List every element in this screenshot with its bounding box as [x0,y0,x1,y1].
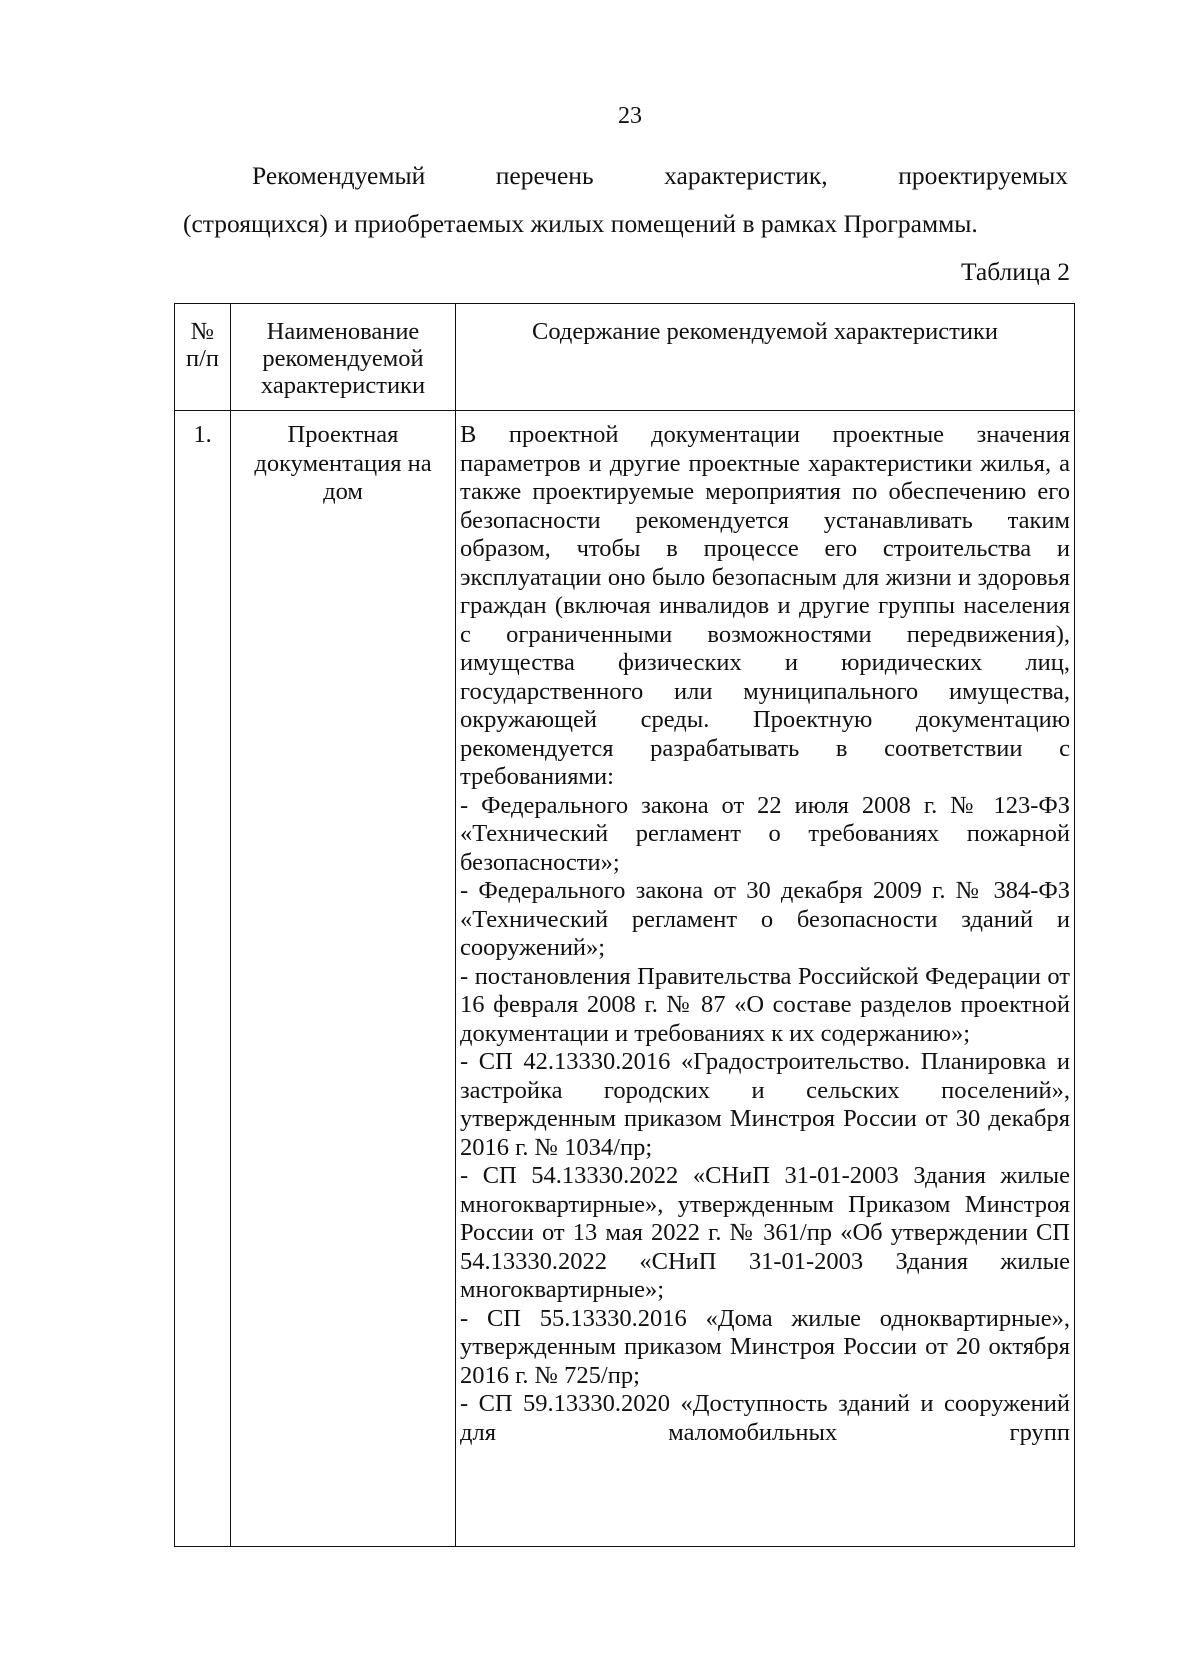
header-content-cell: Содержание рекомендуемой характеристики [456,304,1075,411]
row-name-cell: Проектная документация на дом [231,411,456,1547]
page-number: 23 [618,103,642,129]
content-list-item: - СП 42.13330.2016 «Градостроительство. Планировка и застройка городских и сельских поселений», утвержденным приказом Минстроя России от 30 декабря 2016 г. № 1034/пр; [460,1048,1070,1161]
header-name-line: характеристики [260,372,426,399]
header-name-line: Наименование [266,318,420,345]
table-row [175,411,1075,1547]
content-list-item: - СП 54.13330.2022 «СНиП 31-01-2003 Здания жилые многоквартирные», утвержденным Приказом Минстроя России от 13 мая 2022 г. № 361/пр «Об утверждении СП 54.13330.2022 «СНиП 31-01-2003 Здания жилые многоквартирные»; [460,1162,1070,1303]
content-list-item: - постановления Правительства Российской Федерации от 16 февраля 2008 г. № 87 «О составе разделов проектной документации и требованиях к их содержанию»; [460,962,1070,1047]
characteristics-table [174,303,1075,1547]
row-content-cell [456,411,1075,1547]
content-list-item: - СП 55.13330.2016 «Дома жилые одноквартирные», утвержденным приказом Минстроя России от 20 октября 2016 г. № 725/пр; [460,1304,1070,1389]
header-number-line: № [190,318,215,345]
document-title-line-1: Рекомендуемый перечень характеристик, проектируемых [252,161,1068,190]
content-list-item: - СП 59.13330.2020 «Доступность зданий и сооружений для маломобильных групп [460,1390,1070,1446]
header-name-line: рекомендуемой [262,345,424,372]
content-list-item: - Федерального закона от 30 декабря 2009 г. № 384-ФЗ «Технический регламент о безопасности зданий и сооружений»; [460,877,1070,961]
content-list-item: - Федерального закона от 22 июля 2008 г. № 123-ФЗ «Технический регламент о требованиях пожарной безопасности»; [460,791,1070,876]
table-label: Таблица 2 [960,257,1070,286]
header-number-cell [175,304,231,411]
header-name-cell [231,304,456,411]
document-title-line-2: (строящихся) и приобретаемых жилых помещений в рамках Программы. [183,209,978,238]
header-number-line: п/п [185,345,220,372]
row-number-cell: 1. [175,411,231,1547]
content-paragraph: В проектной документации проектные значения параметров и другие проектные характеристики жилья, а также проектируемые мероприятия по обеспечению его безопасности рекомендуется устанавливать таким образом, чтобы в процессе его строительства и эксплуатации оно было безопасным для жизни и здоровья граждан (включая инвалидов и другие группы населения с ограниченными возможностями передвижения), имущества физических и юридических лиц, государственного или муниципального имущества, окружающей среды. Проектную документацию рекомендуется разрабатывать в соответствии с требованиями: [460,421,1070,790]
table-header-row [175,304,1075,411]
